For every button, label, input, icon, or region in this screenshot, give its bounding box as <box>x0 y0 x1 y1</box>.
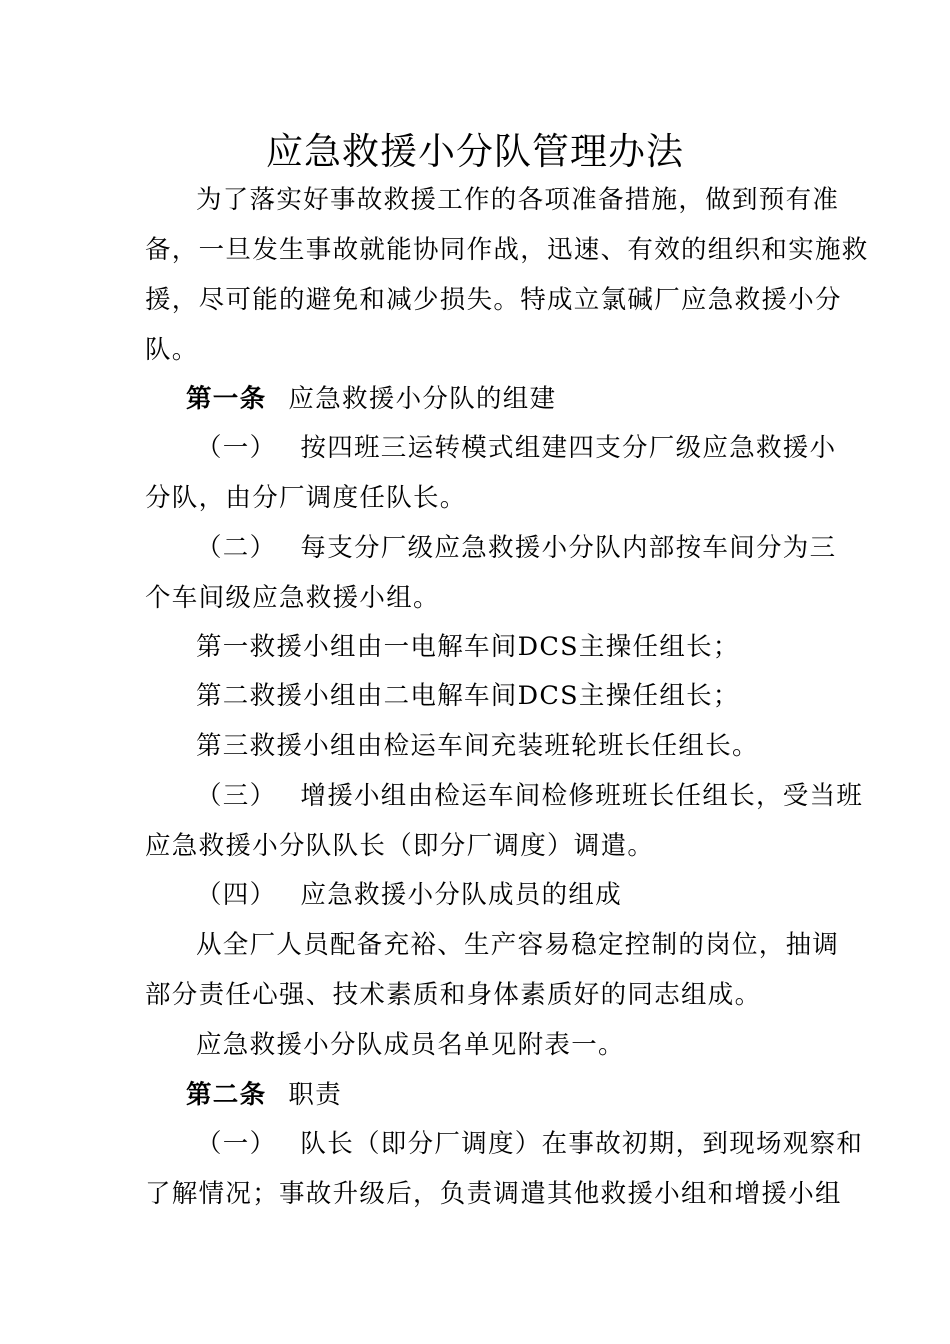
article-label: 第二条 <box>186 1080 267 1110</box>
paragraph-line: 第二救援小组由二电解车间DCS主操任组长； <box>196 681 740 711</box>
paragraph-line: 从全厂人员配备充裕、生产容易稳定控制的岗位，抽调 <box>196 930 840 960</box>
paragraph-line: 分队，由分厂调度任队长。 <box>145 483 467 513</box>
article-label: 第一条 <box>186 384 267 414</box>
clause-line <box>196 1124 863 1164</box>
clause-line <box>196 528 836 568</box>
clause-text: 增援小组由检运车间检修班班长任组长，受当班 <box>300 781 864 811</box>
clause-text: 队长（即分厂调度）在事故初期，到现场观察和 <box>300 1129 864 1159</box>
article-heading <box>186 1075 342 1115</box>
clause-line <box>196 428 836 468</box>
paragraph-line: 第三救援小组由检运车间充装班轮班长任组长。 <box>196 731 759 761</box>
clause-marker: （一） <box>196 1129 277 1159</box>
clause-line <box>196 776 863 816</box>
paragraph-line: 了解情况；事故升级后，负责调遣其他救援小组和增援小组 <box>145 1179 842 1209</box>
paragraph-line: 援，尽可能的避免和减少损失。特成立氯碱厂应急救援小分 <box>145 285 842 315</box>
paragraph-line: 为了落实好事故救援工作的各项准备措施，做到预有准 <box>196 185 840 215</box>
clause-marker: （四） <box>196 880 277 910</box>
paragraph-line: 个车间级应急救援小组。 <box>145 583 440 613</box>
paragraph-line: 备，一旦发生事故就能协同作战，迅速、有效的组织和实施救 <box>145 235 869 265</box>
paragraph-line: 应急救援小分队队长（即分厂调度）调遣。 <box>145 831 655 861</box>
clause-text: 应急救援小分队成员的组成 <box>300 880 623 910</box>
paragraph-line: 应急救援小分队成员名单见附表一。 <box>196 1030 625 1060</box>
paragraph-line: 第一救援小组由一电解车间DCS主操任组长； <box>196 632 740 662</box>
clause-marker: （一） <box>196 433 277 463</box>
paragraph-line: 队。 <box>145 335 199 365</box>
clause-marker: （三） <box>196 781 277 811</box>
article-heading <box>186 379 556 419</box>
clause-text: 每支分厂级应急救援小分队内部按车间分为三 <box>300 533 837 563</box>
clause-text: 按四班三运转模式组建四支分厂级应急救援小 <box>300 433 837 463</box>
paragraph-line: 部分责任心强、技术素质和身体素质好的同志组成。 <box>145 980 762 1010</box>
clause-line <box>196 875 622 915</box>
article-title: 应急救援小分队的组建 <box>288 384 557 414</box>
document-title: 应急救援小分队管理办法 <box>266 130 684 173</box>
article-title: 职责 <box>288 1080 343 1110</box>
clause-marker: （二） <box>196 533 277 563</box>
